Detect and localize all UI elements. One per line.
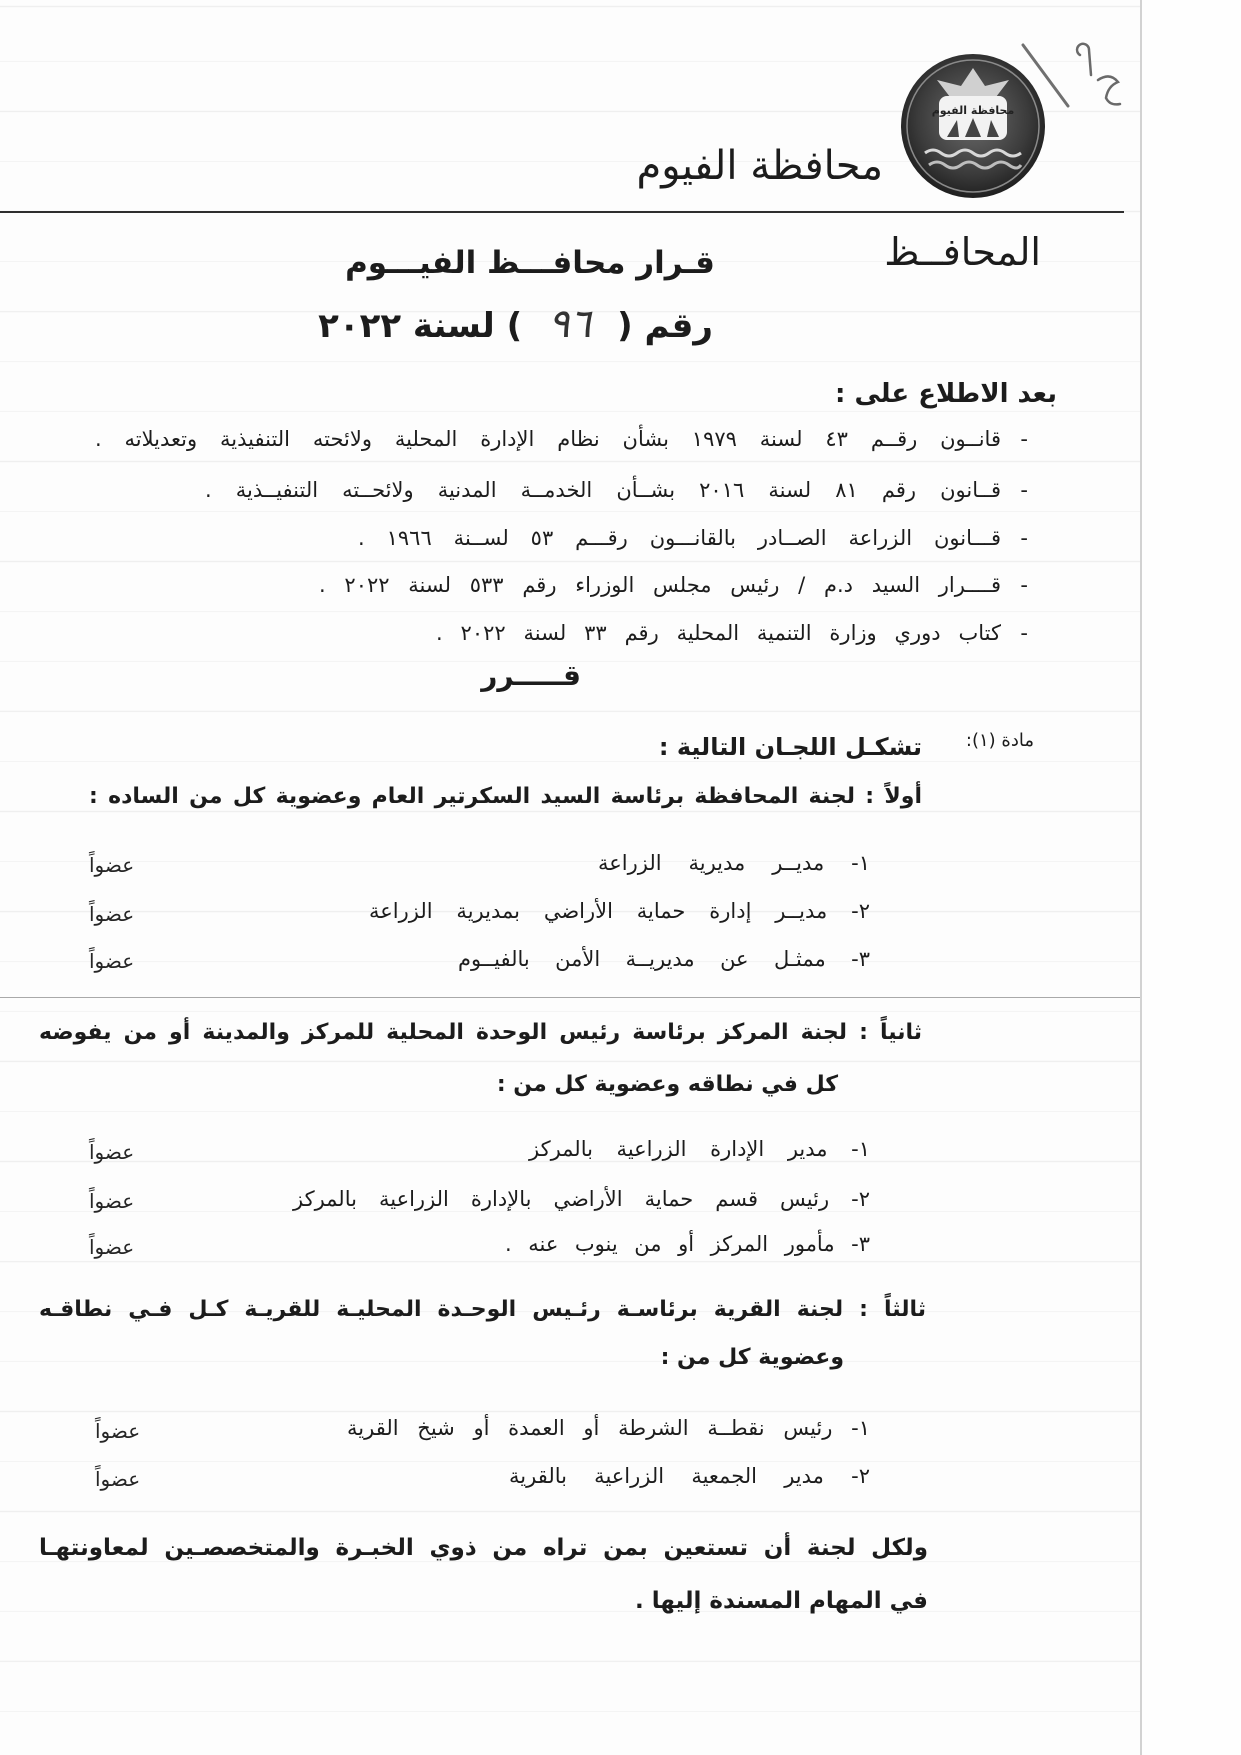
article-label: مادة (١): <box>965 730 1034 751</box>
committee-member-name: ٢- مدير الجمعية الزراعية بالقرية <box>509 1464 870 1488</box>
decree-number-prefix: رقم ( <box>617 306 713 346</box>
preamble-bullet: - <box>1020 478 1028 502</box>
preamble-item: قــانون رقم ٨١ لسنة ٢٠١٦ بشــأن الخدمــة المدنية ولائحــته التنفيــذية . <box>205 478 1001 502</box>
preamble-item: قـــانون الزراعة الصــادر بالقانـــون رقـــم ٥٣ لســنة ١٩٦٦ . <box>358 526 1002 550</box>
scan-edge <box>1140 0 1142 1755</box>
closing-paragraph-line: في المهام المسندة إليها . <box>634 1588 928 1614</box>
committee-member-name: ١- مدير الإدارة الزراعية بالمركز <box>529 1137 870 1161</box>
committee-member-name: ١- رئيس نقطــة الشرطة أو العمدة أو شيخ القرية <box>347 1416 870 1440</box>
committee-member-name: ٣- ممثـل عن مديريــة الأمن بالفيــوم <box>458 947 870 971</box>
preamble-bullet: - <box>1020 621 1028 645</box>
committee-member-role: عضواً <box>89 949 135 973</box>
committee-member-name: ٣- مأمور المركز أو من ينوب عنه . <box>505 1232 870 1256</box>
office-title: المحافــظ <box>884 230 1041 274</box>
header-rule <box>0 211 1124 213</box>
decree-number-suffix: ) لسنة ٢٠٢٢ <box>318 306 523 346</box>
committee-member-name: ٢- رئيس قسم حماية الأراضي بالإدارة الزراعية بالمركز <box>293 1187 870 1211</box>
committee-member-role: عضواً <box>95 1467 141 1491</box>
governorate-name: محافظة الفيوم <box>636 143 883 189</box>
committee-member-role: عضواً <box>89 853 135 877</box>
committee-member-role: عضواً <box>89 1189 135 1213</box>
committee-heading-continued: وعضوية كل من : <box>660 1345 844 1370</box>
decree-title: قـرار محافـــظ الفيـــوم <box>345 245 715 281</box>
seal-text: محافظة الفيوم <box>931 104 1015 117</box>
decree-number-handwritten: ٩٦ <box>548 301 592 347</box>
preamble-item: قــــرار السيد د.م / رئيس مجلس الوزراء رقم ٥٣٣ لسنة ٢٠٢٢ . <box>319 573 1001 597</box>
separator-line <box>0 997 1140 998</box>
committee-heading: ثالثاً : لجنة القرية برئاسـة رئـيس الوحـدة المحليـة للقريـة كـل فـي نطاقـه <box>39 1297 926 1322</box>
preamble-bullet: - <box>1020 526 1028 550</box>
committee-member-role: عضواً <box>89 1235 135 1259</box>
committee-member-role: عضواً <box>89 1140 135 1164</box>
committee-member-name: ١- مديــر مديرية الزراعة <box>598 851 870 875</box>
committee-heading: ثانياً : لجنة المركز برئاسة رئيس الوحدة المحلية للمركز والمدينة أو من يفوضه <box>39 1020 922 1045</box>
decision-word: قـــــرر <box>481 659 581 692</box>
decree-number-line <box>318 300 713 350</box>
preamble-heading: بعد الاطلاع على : <box>835 379 1057 409</box>
preamble-bullet: - <box>1020 427 1028 451</box>
preamble-item: قانــون رقــم ٤٣ لسنة ١٩٧٩ بشأن نظام الإدارة المحلية ولائحته التنفيذية وتعديلاته . <box>95 427 1001 451</box>
committee-heading: أولاً : لجنة المحافظة برئاسة السيد السكرتير العام وعضوية كل من الساده : <box>89 784 922 809</box>
committee-member-role: عضواً <box>95 1419 141 1443</box>
preamble-item: كتاب دوري وزارة التنمية المحلية رقم ٣٣ لسنة ٢٠٢٢ . <box>436 621 1001 645</box>
preamble-bullet: - <box>1020 573 1028 597</box>
committee-heading-continued: كل في نطاقه وعضوية كل من : <box>496 1072 838 1097</box>
article-text: تشكـل اللجـان التالية : <box>658 733 922 761</box>
closing-paragraph-line: ولكل لجنة أن تستعين بمن تراه من ذوي الخبـرة والمتخصصـين لمعاونتهـا <box>39 1535 928 1561</box>
committee-member-name: ٢- مديــر إدارة حماية الأراضي بمديرية الزراعة <box>369 899 870 923</box>
governorate-seal-logo <box>899 52 1047 200</box>
committee-member-role: عضواً <box>89 902 135 926</box>
